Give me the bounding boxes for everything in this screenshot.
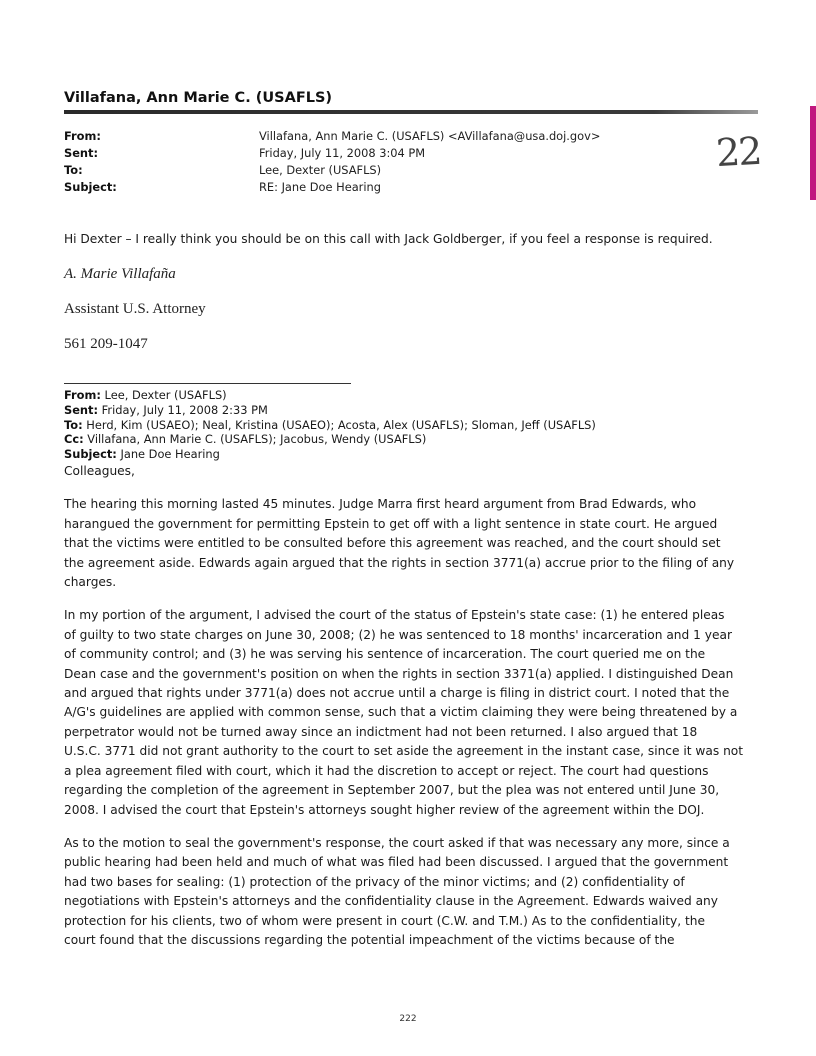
forwarded-from-value: Lee, Dexter (USAFLS) <box>100 388 227 402</box>
forwarded-separator <box>64 383 351 384</box>
magenta-tab-marker <box>810 106 816 200</box>
forwarded-cc-value: Villafana, Ann Marie C. (USAFLS); Jacobus, Wendy (USAFLS) <box>83 432 427 447</box>
to-label: To: <box>64 163 83 177</box>
body-line: perpetrator would not be turned away since an indictment had not been returned. I also argued that 18 <box>64 724 698 739</box>
body-line: negotiations with Epstein's attorneys and the confidentiality clause in the Agreement. Edwards waived any <box>64 894 718 909</box>
signature-name: A. Marie Villafaña <box>64 266 176 282</box>
body-line: protection for his clients, two of whom were present in court (C.W. and T.M.) As to the confidentiality, the <box>64 913 706 928</box>
body-paragraph-1 <box>64 495 764 592</box>
body-line: As to the motion to seal the government's response, the court asked if that was necessary any more, since a <box>64 835 730 850</box>
signature-phone: 561 209-1047 <box>64 336 148 352</box>
body-line: In my portion of the argument, I advised the court of the status of Epstein's state case: (1) he entered pleas <box>64 608 725 623</box>
body-line: A/G's guidelines are applied with common sense, such that a victim claiming they were being threatened by a <box>64 705 738 720</box>
forwarded-subject-row <box>64 447 764 462</box>
body-line: of guilty to two state charges on June 30, 2008; (2) he was sentenced to 18 months' incarceration and 1 year <box>64 627 732 642</box>
body-line: harangued the government for permitting Epstein to get off with a light sentence in state court. He argued <box>64 516 718 531</box>
forwarded-header <box>64 388 764 462</box>
forwarded-to-value: Herd, Kim (USAEO); Neal, Kristina (USAEO); Acosta, Alex (USAFLS); Sloman, Jeff (USAFLS) <box>82 417 596 432</box>
page-number: 222 <box>399 1014 417 1024</box>
email-header <box>64 128 624 196</box>
message-greeting: Hi Dexter – I really think you should be on this call with Jack Goldberger, if you feel a response is required. <box>64 232 713 246</box>
body-paragraph-3 <box>64 834 764 950</box>
header-subject-row <box>64 179 624 196</box>
body-line: 2008. I advised the court that Epstein's attorneys sought higher review of the agreement within the DOJ. <box>64 802 705 817</box>
body-line: charges. <box>64 575 117 590</box>
body-line: public hearing had been held and much of what was filed had been discussed. I argued that the government <box>64 855 729 870</box>
subject-label: Subject: <box>64 180 117 194</box>
forwarded-subject-label: Subject: <box>64 447 117 462</box>
body-paragraph-2 <box>64 606 764 819</box>
signature-title: Assistant U.S. Attorney <box>64 301 206 317</box>
forwarded-cc-row <box>64 432 764 447</box>
forwarded-sent-value: Friday, July 11, 2008 2:33 PM <box>98 402 268 417</box>
body-line: the agreement aside. Edwards again argued that the rights in section 3771(a) accrue prior to the filing of any <box>64 555 735 570</box>
handwritten-page-mark: 22 <box>714 128 762 176</box>
forwarded-sent-label: Sent: <box>64 402 99 417</box>
document-title: Villafana, Ann Marie C. (USAFLS) <box>64 90 333 106</box>
body-line: Dean case and the government's position on when the rights in section 3371(a) applied. I distinguished Dean <box>64 666 734 681</box>
forwarded-cc-label: Cc: <box>64 432 84 447</box>
body-line: regarding the completion of the agreement in September 2007, but the plea was not entered until June 30, <box>64 783 720 798</box>
subject-value: RE: Jane Doe Hearing <box>259 180 381 194</box>
body-line: of community control; and (3) he was serving his sentence of incarceration. The court queried me on the <box>64 647 706 662</box>
sent-value: Friday, July 11, 2008 3:04 PM <box>259 146 426 160</box>
body-line: U.S.C. 3771 did not grant authority to the court to set aside the agreement in the instant case, since it was not <box>64 744 744 759</box>
from-label: From: <box>64 129 101 143</box>
forwarded-subject-value: Jane Doe Hearing <box>116 447 220 462</box>
forwarded-to-row <box>64 418 764 433</box>
body-line: The hearing this morning lasted 45 minutes. Judge Marra first heard argument from Brad Edwards, who <box>64 497 697 512</box>
body-line: that the victims were entitled to be consulted before this agreement was reached, and the court should set <box>64 536 721 551</box>
body-line: had two bases for sealing: (1) protection of the privacy of the minor victims; and (2) confidentiality of <box>64 874 685 889</box>
body-line: court found that the discussions regarding the potential impeachment of the victims because of the <box>64 932 675 947</box>
header-to-row <box>64 162 624 179</box>
body-line: and argued that rights under 3771(a) does not accrue until a charge is filing in district court. I noted that the <box>64 686 730 701</box>
body-salutation: Colleagues, <box>64 464 135 478</box>
message-body <box>64 462 764 964</box>
from-value: Villafana, Ann Marie C. (USAFLS) <AVillafana@usa.doj.gov> <box>259 129 601 143</box>
header-sent-row <box>64 145 624 162</box>
header-from-row <box>64 128 624 145</box>
sent-label: Sent: <box>64 146 99 160</box>
forwarded-from-label: From: <box>64 388 101 402</box>
forwarded-from-row <box>64 388 764 403</box>
to-value: Lee, Dexter (USAFLS) <box>259 163 382 177</box>
body-line: a plea agreement filed with court, which it had the discretion to accept or reject. The court had questions <box>64 763 709 778</box>
forwarded-to-label: To: <box>64 417 83 432</box>
forwarded-sent-row <box>64 403 764 418</box>
title-rule <box>64 110 758 114</box>
